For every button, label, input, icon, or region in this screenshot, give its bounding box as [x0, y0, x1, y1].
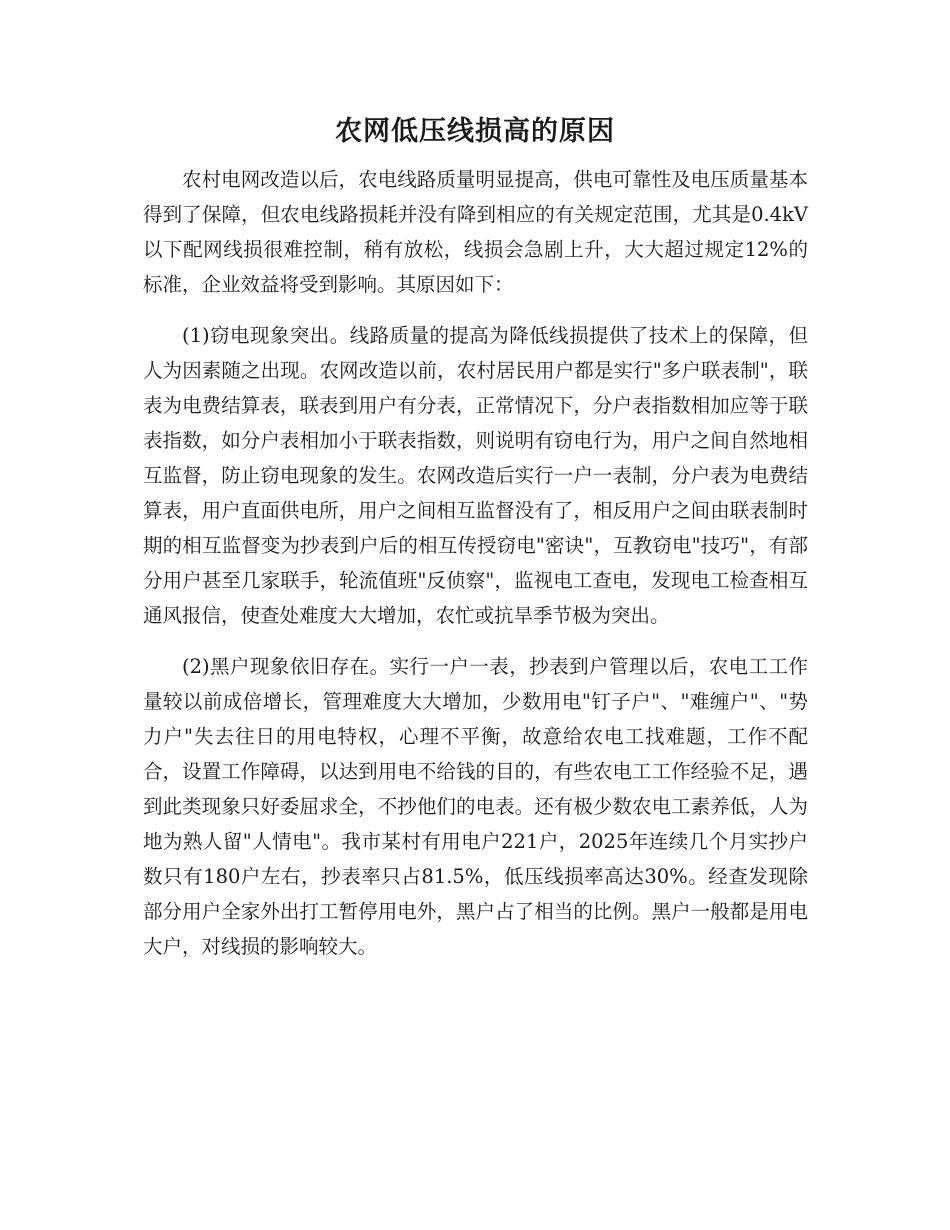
document-title: 农网低压线损高的原因 — [335, 116, 615, 147]
paragraph-unregistered-users: (2)黑户现象依旧存在。实行一户一表，抄表到户管理以后，农电工工作量较以前成倍增长，管理难度大大增加，少数用电"钉子户"、"难缠户"、"势力户"失去往日的用电特权，心理不平衡，故意给农电工找难题，工作不配合，设置工作障碍，以达到用电不给钱的目的，有些农电工工作经验不足，遇到此类现象只好委屈求全，不抄他们的电表。还有极少数农电工素养低，人为地为熟人留"人情电"。我市某村有用电户221户，2025年连续几个月实抄户数只有180户左右，抄表率只占81.5%，低压线损率高达30%。经查发现除部分用户全家外出打工暂停用电外，黑户占了相当的比例。黑户一般都是用电大户，对线损的影响较大。 — [143, 655, 808, 958]
document-body — [143, 162, 808, 980]
paragraph-electricity-theft: (1)窃电现象突出。线路质量的提高为降低线损提供了技术上的保障，但人为因素随之出现。农网改造以前，农村居民用户都是实行"多户联表制"，联表为电费结算表，联表到用户有分表，正常情况下，分户表指数相加应等于联表指数，如分户表相加小于联表指数，则说明有窃电行为，用户之间自然地相互监督，防止窃电现象的发生。农网改造后实行一户一表制，分户表为电费结算表，用户直面供电所，用户之间相互监督没有了，相反用户之间由联表制时期的相互监督变为抄表到户后的相互传授窃电"密诀"，互教窃电"技巧"，有部分用户甚至几家联手，轮流值班"反侦察"，监视电工查电，发现电工检查相互通风报信，使查处难度大大增加，农忙或抗旱季节极为突出。 — [143, 324, 808, 627]
paragraph-intro: 农村电网改造以后，农电线路质量明显提高，供电可靠性及电压质量基本得到了保障，但农电线路损耗并没有降到相应的有关规定范围，尤其是0.4kV以下配网线损很难控制，稍有放松，线损会急剧上升，大大超过规定12%的标准，企业效益将受到影响。其原因如下： — [143, 168, 808, 296]
